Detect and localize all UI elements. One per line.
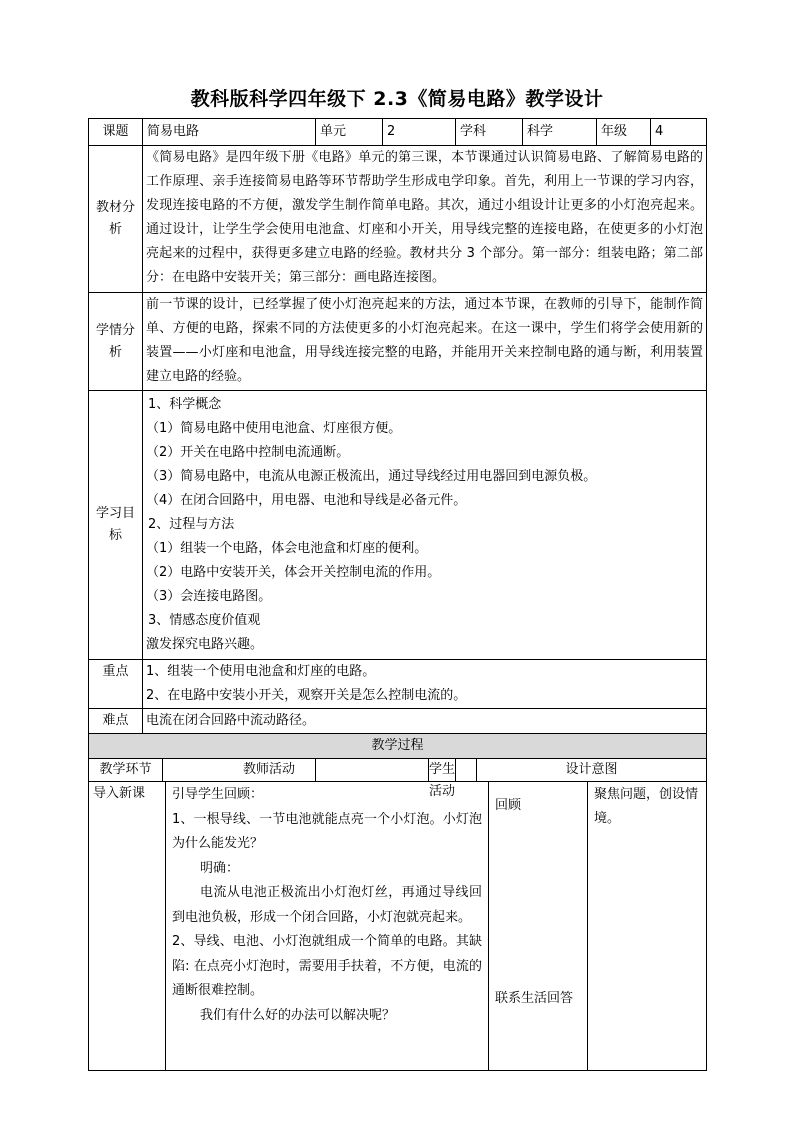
intro-row xyxy=(89,782,707,1071)
intent-header: 设计意图 xyxy=(565,762,618,777)
teacher-line: 我们有什么好的办法可以解决呢？ xyxy=(200,1007,396,1023)
goal-line: （3）简易电路中，电流从电源正极流出，通过导线经过用电器回到电源负极。 xyxy=(146,469,597,484)
learner-analysis-label: 学情分析 xyxy=(89,293,143,391)
design-intent: 聚焦问题，创设情境。 xyxy=(594,787,699,826)
process-header-split xyxy=(89,759,316,782)
goal-line: （4）在闭合回路中，用电器、电池和导线是必备元件。 xyxy=(146,493,467,508)
teacher-header-ext xyxy=(316,759,429,781)
goal-line: （2）电路中安装开关，体会开关控制电流的作用。 xyxy=(146,565,441,580)
goal-line: （1）简易电路中使用电池盒、灯座很方便。 xyxy=(146,421,402,436)
key-points-row xyxy=(89,660,707,709)
student-header-ext xyxy=(456,759,477,781)
intro-row-cell xyxy=(89,782,707,1071)
learning-goals-list xyxy=(143,391,707,660)
teacher-line: 2、导线、电池、小灯泡就组成一个简单的电路。其缺陷: 在点亮小灯泡时，需要用手扶着，不方便，电流的通断很难控制。 xyxy=(172,934,482,998)
grade-value: 4 xyxy=(651,119,707,146)
teacher-line: 电流从电池正极流出小灯泡灯丝，再通过导线回到电池负极，形成一个闭合回路，小灯泡就亮起来。 xyxy=(172,885,482,925)
teacher-line: 1、一根导线、一节电池就能点亮一个小灯泡。小灯泡为什么能发光？ xyxy=(172,811,482,851)
process-header-row xyxy=(89,759,707,782)
unit-label: 单元 xyxy=(316,119,383,146)
goal-line: 2、过程与方法 xyxy=(148,517,235,532)
student-line: 回顾 xyxy=(495,798,522,813)
unit-value: 2 xyxy=(383,119,456,146)
student-activity xyxy=(489,782,588,1070)
goal-line: （3）会连接电路图。 xyxy=(146,589,272,604)
goal-line: （1）组装一个电路，体会电池盒和灯座的便利。 xyxy=(146,541,428,556)
material-analysis-row xyxy=(89,146,707,293)
process-header-teacher-ext xyxy=(316,759,456,799)
learning-goals-row xyxy=(89,391,707,660)
teacher-line: 明确： xyxy=(200,860,240,876)
stage-header: 教学环节 xyxy=(89,759,163,781)
process-header-right xyxy=(456,759,707,782)
intro-stage: 导入新课 xyxy=(89,782,166,1070)
goal-line: 激发探究电路兴趣。 xyxy=(146,637,264,652)
teacher-header: 教师活动 xyxy=(242,762,295,777)
difficulty-row xyxy=(89,709,707,734)
difficulty-label: 难点 xyxy=(89,709,143,734)
key-point-line: 1、组装一个使用电池盒和灯座的电路。 xyxy=(146,664,376,679)
process-section-row xyxy=(89,734,707,759)
teacher-line: 引导学生回顾： xyxy=(172,787,264,802)
lesson-plan-table-wrapper xyxy=(88,118,706,1071)
goal-line: （2）开关在电路中控制电流通断。 xyxy=(146,445,350,460)
goal-line: 3、情感态度价值观 xyxy=(148,613,261,628)
lesson-plan-table xyxy=(88,118,707,1071)
course-value: 简易电路 xyxy=(143,119,316,146)
learner-analysis-row xyxy=(89,293,707,391)
key-point-line: 2、在电路中安装小开关，观察开关是怎么控制电流的。 xyxy=(146,688,467,703)
material-analysis-text: 《简易电路》是四年级下册《电路》单元的第三课，本节课通过认识简易电路、了解简易电路的工作原理、亲手连接简易电路等环节帮助学生形成电学印象。首先，利用上一节课的学习内容，发现连接电路的不方便，激发学生制作简单电路。其次，通过小组设计让更多的小灯泡亮起来。通过设计，让学生学会使用电池盒、灯座和小开关，用导线完整的连接电路，在使更多的小灯泡亮起来的过程中，获得更多建立电路的经验。教材共分 3 个部分。第一部分：组装电路；第二部分：在电路中安装开关；第三部分：画电路连接图。 xyxy=(143,146,707,293)
subject-label: 学科 xyxy=(456,119,523,146)
material-analysis-label: 教材分析 xyxy=(89,146,143,293)
grade-label: 年级 xyxy=(597,119,651,146)
learning-goals-label: 学习目标 xyxy=(89,391,143,660)
key-points-label: 重点 xyxy=(89,660,143,709)
info-row xyxy=(89,119,707,146)
goal-line: 1、科学概念 xyxy=(148,397,222,412)
document-title: 教科版科学四年级下 2.3《简易电路》教学设计 xyxy=(190,88,604,110)
subject-value: 科学 xyxy=(523,119,597,146)
difficulty-text: 电流在闭合回路中流动路径。 xyxy=(143,709,707,734)
learner-analysis-text: 前一节课的设计，已经掌握了使小灯泡亮起来的方法，通过本节课，在教师的引导下，能制作简单、方便的电路，探索不同的方法使更多的小灯泡亮起来。在这一课中，学生们将学会使用新的装置——小灯座和电池盒，用导线连接完整的电路，并能用开关来控制电路的通与断，利用装置建立电路的经验。 xyxy=(143,293,707,391)
teacher-activity xyxy=(166,782,489,1070)
student-header: 学生活动 xyxy=(429,762,456,799)
course-label: 课题 xyxy=(89,119,143,146)
student-line: 联系生活回答 xyxy=(495,991,574,1006)
key-points-list xyxy=(143,660,707,709)
process-section-title: 教学过程 xyxy=(89,734,707,759)
